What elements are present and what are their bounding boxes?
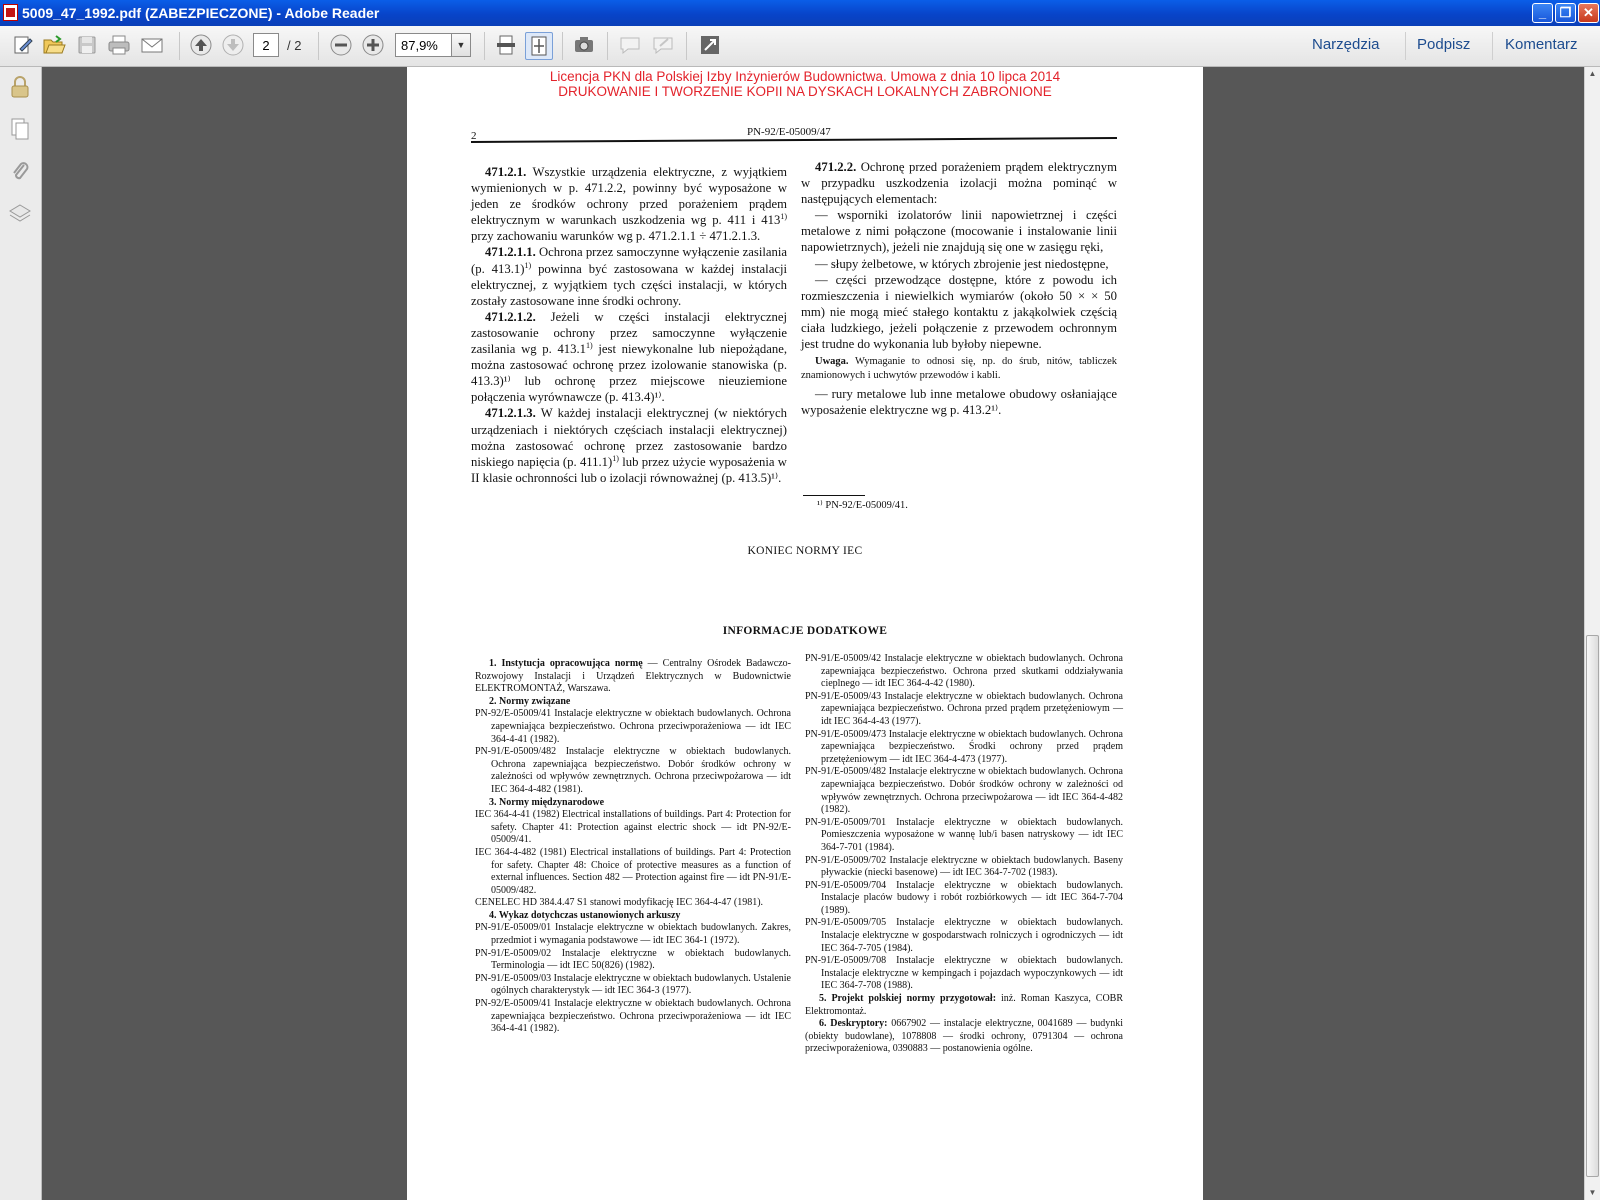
reference-item: PN-91/E-05009/704 Instalacje elektryczne w obiektach budowlanych. Instalacje placów budowy i robót rozbiórkowych — idt IEC 364-7-704 (1989).: [805, 879, 1123, 916]
toolbar: [0, 26, 1600, 67]
page-total: / 2: [287, 38, 302, 53]
reference-item: PN-91/E-05009/03 Instalacje elektryczne w obiektach budowlanych. Ustalenie ogólnych charakterystyk — idt IEC 364-3 (1977).: [475, 972, 791, 997]
prev-page-icon[interactable]: [188, 32, 214, 58]
reference-item: IEC 364-4-482 (1981) Electrical installations of buildings. Part 4: Protection for safety. Chapter 48: Choice of protective measures as a function of external influences. Section 482 — Protection against fire — idt PN-91/E-05009/482.: [475, 846, 791, 896]
clause-471-2-1: 471.2.1. Wszystkie urządzenia elektryczne, z wyjątkiem wymienionych w p. 471.2.2, powinny być wyposażone w jeden ze środków ochrony przed porażeniem prądem elektrycznym w warunkach uszkodzenia wg p. 411 i 413$^{1)}$ przy zachowaniu warunków wg p. 471.2.1.1 ÷ 471.2.1.3.: [471, 165, 787, 244]
lock-icon[interactable]: [8, 75, 32, 99]
reference-item: PN-92/E-05009/41 Instalacje elektryczne w obiektach budowlanych. Ochrona zapewniająca bezpieczeństwo. Ochrona przeciwporażeniowa — idt IEC 364-4-41 (1982).: [475, 708, 791, 745]
clause-471-2-1-2: 471.2.1.2. Jeżeli w części instalacji elektrycznej zastosowanie ochrony przez samoczynne wyłączenie zasilania wg p. 413.1$^{1)}$ jest niewykonalne lub niepożądane, można zastosować ochronę przez izolowanie stanowiska (p. 413.3)¹⁾ lub ochronę przez miejscowe nieuziemione połączenia wyrównawcze (p. 413.4)¹⁾.: [471, 309, 788, 405]
next-page-icon[interactable]: [220, 32, 246, 58]
toolbar-separator: [607, 32, 608, 60]
snapshot-icon[interactable]: [571, 32, 597, 58]
zoom-input[interactable]: 87,9%: [395, 33, 451, 57]
document-viewer[interactable]: [42, 67, 1584, 1200]
scroll-up-icon[interactable]: ▲: [1588, 69, 1597, 78]
window-title: 5009_47_1992.pdf (ZABEZPIECZONE) - Adobe Reader: [22, 5, 380, 21]
standard-header: PN-92/E-05009/47: [747, 126, 831, 138]
fit-width-icon[interactable]: [493, 32, 519, 58]
info-paragraph: 5. Projekt polskiej normy przygotował: inż. Roman Kaszyca, COBR Elektromontaż.: [805, 993, 1123, 1017]
vertical-scrollbar[interactable]: [1584, 67, 1600, 1200]
adobe-reader-icon: [3, 4, 18, 21]
zoom-in-icon[interactable]: [360, 32, 386, 58]
toolbar-separator: [318, 32, 319, 60]
toolbar-separator: [686, 32, 687, 60]
info-right-column: [805, 653, 1123, 1056]
section-heading: 2. Normy związane: [489, 695, 571, 707]
reference-item: PN-91/E-05009/482 Instalacje elektryczne w obiektach budowlanych. Ochrona zapewniająca bezpieczeństwo. Dobór środków ochrony w zależności od wpływów zewnętrznych. Ochrona przeciwpożarowa — idt IEC 364-4-482 (1981).: [475, 746, 791, 795]
toolbar-separator: [484, 32, 485, 60]
minimize-button[interactable]: _: [1532, 3, 1553, 23]
reference-item: PN-91/E-05009/701 Instalacje elektryczne w obiektach budowlanych. Pomieszczenia wyposażone w wannę lub/i basen natryskowy — idt IEC 364-7-701 (1984).: [805, 816, 1123, 853]
scrollbar-thumb[interactable]: [1586, 635, 1599, 1177]
right-text-column: [801, 159, 1117, 418]
toolbar-separator: [1405, 32, 1406, 60]
left-text-column: [471, 164, 787, 486]
zoom-out-icon[interactable]: [328, 32, 354, 58]
reference-item: PN-91/E-05009/482 Instalacje elektryczne w obiektach budowlanych. Ochrona zapewniająca bezpieczeństwo. Dobór środków ochrony w zależności od wpływów zewnętrznych. Ochrona przeciwpożarowa — idt IEC 364-4-482 (1982).: [805, 766, 1123, 816]
toolbar-separator: [562, 32, 563, 60]
list-item: — rury metalowe lub inne metalowe obudowy osłaniające wyposażenie elektryczne wg p. 413.2¹⁾.: [801, 387, 1117, 418]
reference-item: PN-91/E-05009/473 Instalacje elektryczne w obiektach budowlanych. Ochrona zapewniająca bezpieczeństwo. Środki ochrony przed prądem przetężeniowym — idt IEC 364-4-473 (1977).: [805, 728, 1123, 765]
pages-icon[interactable]: [8, 117, 32, 141]
sign-link[interactable]: Podpisz: [1417, 36, 1471, 53]
info-left-column: [475, 658, 791, 1036]
section-heading: 4. Wykaz dotychczas ustanowionych arkuszy: [489, 909, 681, 921]
clause-471-2-2: 471.2.2. Ochronę przed porażeniem prądem elektrycznym w przypadku uszkodzenia izolacji można pominąć w następujących elementach:: [801, 160, 1117, 207]
reference-item: CENELEC HD 384.4.47 S1 stanowi modyfikację IEC 364-4-47 (1981).: [475, 897, 764, 909]
comment-icon[interactable]: [617, 32, 643, 58]
open-icon[interactable]: [41, 32, 67, 58]
clause-471-2-1-3: 471.2.1.3. W każdej instalacji elektrycznej (w niektórych urządzeniach i niektórych częściach instalacji elektrycznej) można zastosować ochronę przez zastosowanie bardzo niskiego napięcia (p. 411.1)$^{1)}$ lub przez użycie wyposażenia w II klasie ochronności lub o izolacji równoważnej (p. 413.5)¹⁾.: [471, 406, 787, 485]
license-notice: Licencja PKN dla Polskiej Izby Inżynierów Budownictwa. Umowa z dnia 10 lipca 2014: [549, 69, 1061, 84]
note: Uwaga. Wymaganie to odnosi się, np. do śrub, nitów, tabliczek znamionowych i uchwytów przewodów i kabli.: [801, 356, 1117, 381]
section-heading: 3. Normy międzynarodowe: [489, 796, 605, 808]
fit-page-icon[interactable]: [525, 32, 553, 60]
info-paragraph: 1. Instytucja opracowująca normę — Centralny Ośrodek Badawczo-Rozwojowy Instalacji i Urządzeń Elektrycznych w Budownictwie ELEKTROMONTAŻ, Warszawa.: [475, 658, 791, 695]
reference-item: PN-91/E-05009/42 Instalacje elektryczne w obiektach budowlanych. Ochrona zapewniająca bezpieczeństwo. Ochrona przed skutkami oddziaływania cieplnego — idt IEC 364-4-42 (1980).: [805, 653, 1123, 690]
pdf-page: [407, 67, 1203, 1200]
scroll-down-icon[interactable]: ▼: [1588, 1188, 1597, 1197]
print-icon[interactable]: [106, 32, 132, 58]
fullscreen-icon[interactable]: [697, 32, 723, 58]
reference-item: PN-91/E-05009/705 Instalacje elektryczne w obiektach budowlanych. Instalacje elektryczne w gospodarstwach rolniczych i ogrodniczych — idt IEC 364-7-705 (1984).: [805, 917, 1123, 954]
save-icon[interactable]: [74, 32, 100, 58]
page-number-input[interactable]: 2: [253, 33, 279, 57]
comment-link[interactable]: Komentarz: [1505, 36, 1578, 53]
reference-item: PN-91/E-05009/702 Instalacje elektryczne w obiektach budowlanych. Baseny pływackie (niecki basenowe) — idt IEC 364-7-702 (1983).: [805, 854, 1123, 879]
title-bar: [0, 0, 1600, 26]
layers-icon[interactable]: [8, 201, 32, 225]
navigation-pane: [0, 67, 42, 1200]
list-item: — części przewodzące dostępne, które z powodu ich rozmieszczenia i niewielkich wymiarów (około 50 × × 50 mm) nie mogą mieć stałego kontaktu z jakąkolwiek częścią ciała ludzkiego, jeżeli połączenie z przewodem ochronnym jest trudne do wykonania lub byłoby niepewne.: [801, 272, 1117, 352]
toolbar-separator: [179, 32, 180, 60]
info-paragraph: 6. Deskryptory: 0667902 — instalacje elektryczne, 0041689 — budynki (obiekty budowlane), 1078808 — środki ochrony, 0791304 — ochrona przeciwporażeniowa, 0390883 — postanowienia ogólne.: [805, 1018, 1123, 1055]
reference-item: PN-91/E-05009/708 Instalacje elektryczne w obiektach budowlanych. Instalacje elektryczne w kempingach i pojazdach wypoczynkowych — idt IEC 364-7-708 (1988).: [805, 955, 1123, 992]
toolbar-separator: [1492, 32, 1493, 60]
email-icon[interactable]: [139, 32, 165, 58]
attachment-icon[interactable]: [8, 159, 32, 183]
list-item: — słupy żelbetowe, w których zbrojenie jest niedostępne,: [815, 256, 1109, 271]
reference-item: IEC 364-4-41 (1982) Electrical installations of buildings. Part 4: Protection for safety. Chapter 41: Protection against electric shock — idt PN-92/E-05009/41.: [475, 809, 791, 846]
license-warning: DRUKOWANIE I TWORZENIE KOPII NA DYSKACH LOKALNYCH ZABRONIONE: [558, 84, 1052, 99]
clause-471-2-1-1: 471.2.1.1. Ochrona przez samoczynne wyłączenie zasilania (p. 413.1)$^{1)}$ powinna być zastosowana w każdej instalacji elektrycznej, z wyjątkiem tych części instalacji, w których zostały zastosowane inne środki ochrony.: [471, 245, 788, 308]
zoom-dropdown-chevron-down-icon[interactable]: ▼: [451, 33, 471, 57]
restore-button[interactable]: ❐: [1555, 3, 1576, 23]
footnote: ¹⁾ PN-92/E-05009/41.: [817, 500, 908, 511]
highlight-icon[interactable]: [650, 32, 676, 58]
close-button[interactable]: ✕: [1578, 3, 1599, 23]
footnote-rule: [803, 495, 865, 496]
page-number-label: 2: [471, 130, 477, 142]
reference-item: PN-91/E-05009/01 Instalacje elektryczne w obiektach budowlanych. Zakres, przedmiot i wymagania podstawowe — idt IEC 364-1 (1972).: [475, 922, 791, 947]
end-of-standard: KONIEC NORMY IEC: [747, 545, 863, 557]
reference-item: PN-92/E-05009/41 Instalacje elektryczne w obiektach budowlanych. Ochrona zapewniająca bezpieczeństwo. Ochrona przeciwporażeniowa — idt IEC 364-4-41 (1982).: [475, 998, 791, 1035]
create-icon[interactable]: [10, 32, 36, 58]
list-item: — wsporniki izolatorów linii napowietrznej i części metalowe z nimi połączone (mocowanie i instalowanie linii napowietrznych), jeżeli nie znajdują się one w zasięgu ręki,: [801, 208, 1117, 255]
info-title: INFORMACJE DODATKOWE: [722, 625, 888, 637]
tools-link[interactable]: Narzędzia: [1312, 36, 1380, 53]
reference-item: PN-91/E-05009/02 Instalacje elektryczne w obiektach budowlanych. Terminologia — idt IEC 50(826) (1982).: [475, 947, 791, 972]
reference-item: PN-91/E-05009/43 Instalacje elektryczne w obiektach budowlanych. Ochrona zapewniająca bezpieczeństwo. Ochrona przed prądem przetężeniowym — idt IEC 364-4-43 (1977).: [805, 690, 1123, 727]
